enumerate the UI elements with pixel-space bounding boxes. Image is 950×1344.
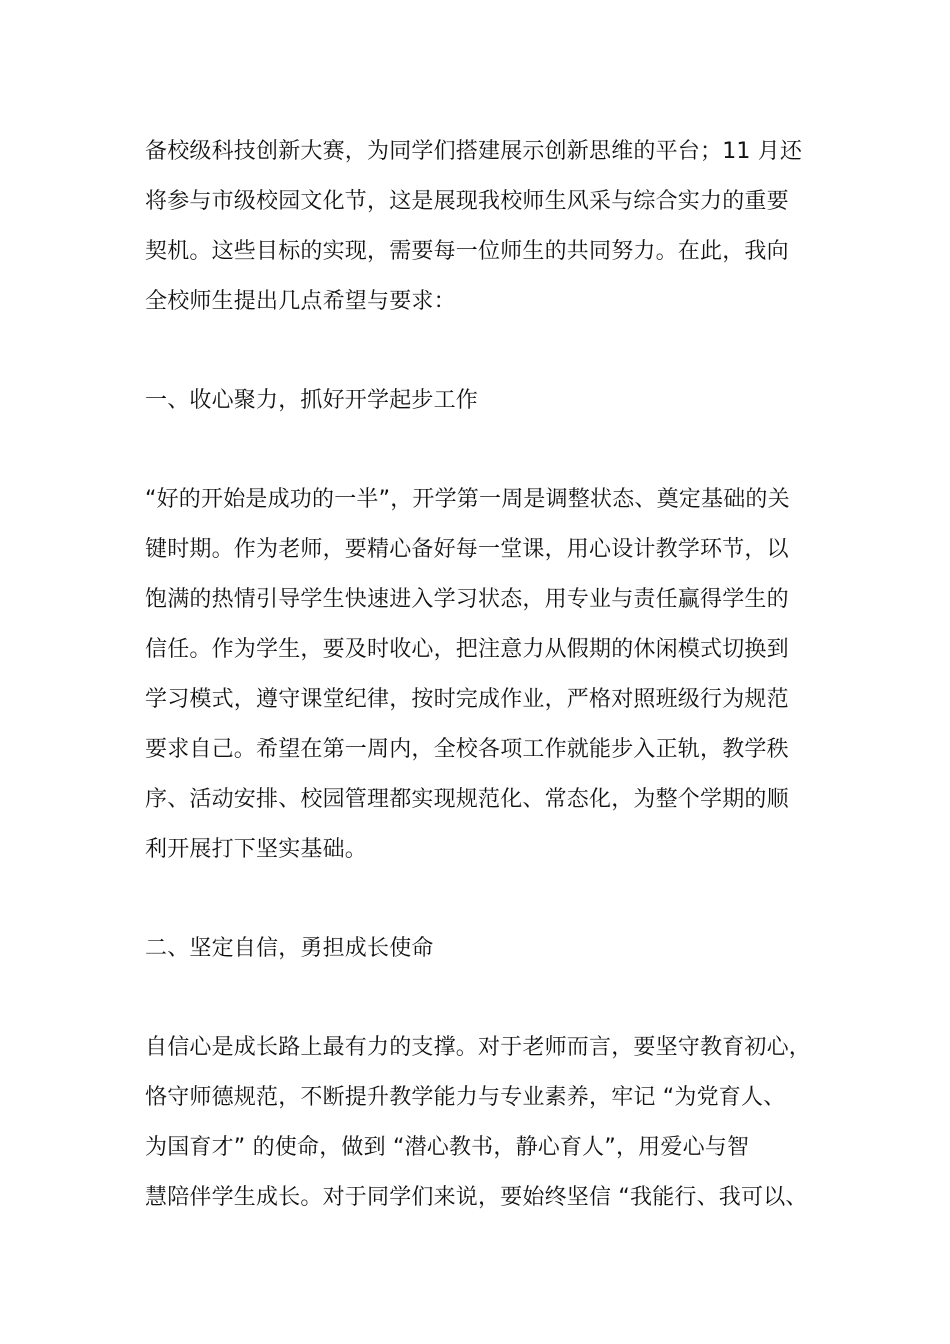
paragraph-line: 序、活动安排、校园管理都实现规范化、常态化，为整个学期的顺 [145, 787, 789, 812]
section-heading: 二、坚定自信，勇担成长使命 [145, 936, 434, 961]
paragraph-line: 为国育才” 的使命，做到 “潜心教书，静心育人”，用爱心与智 [145, 1135, 750, 1160]
paragraph-line: 利开展打下坚实基础。 [145, 837, 368, 862]
paragraph-line: 恪守师德规范，不断提升教学能力与专业素养，牢记 “为党育人、 [145, 1085, 786, 1110]
paragraph-line: 学习模式，遵守课堂纪律，按时完成作业，严格对照班级行为规范 [145, 687, 789, 712]
paragraph-line: 将参与市级校园文化节，这是展现我校师生风采与综合实力的重要 [145, 189, 789, 214]
paragraph-line: 契机。这些目标的实现，需要每一位师生的共同努力。在此，我向 [145, 239, 789, 264]
paragraph-line: “好的开始是成功的一半”，开学第一周是调整状态、奠定基础的关 [145, 487, 790, 512]
paragraph-line: 键时期。作为老师，要精心备好每一堂课，用心设计教学环节，以 [145, 537, 789, 562]
paragraph-line: 要求自己。希望在第一周内，全校各项工作就能步入正轨，教学秩 [145, 737, 789, 762]
paragraph-line: 信任。作为学生，要及时收心，把注意力从假期的休闲模式切换到 [145, 637, 789, 662]
paragraph-line: 自信心是成长路上最有力的支撑。对于老师而言，要坚守教育初心， [145, 1035, 812, 1060]
section-heading: 一、收心聚力，抓好开学起步工作 [145, 388, 479, 413]
paragraph-line: 饱满的热情引导学生快速进入学习状态，用专业与责任赢得学生的 [145, 587, 789, 612]
paragraph-line: 全校师生提出几点希望与要求： [145, 289, 456, 314]
paragraph-line: 备校级科技创新大赛，为同学们搭建展示创新思维的平台；11 月还 [145, 139, 803, 164]
paragraph-line: 慧陪伴学生成长。对于同学们来说，要始终坚信 “我能行、我可以、 [145, 1185, 808, 1210]
